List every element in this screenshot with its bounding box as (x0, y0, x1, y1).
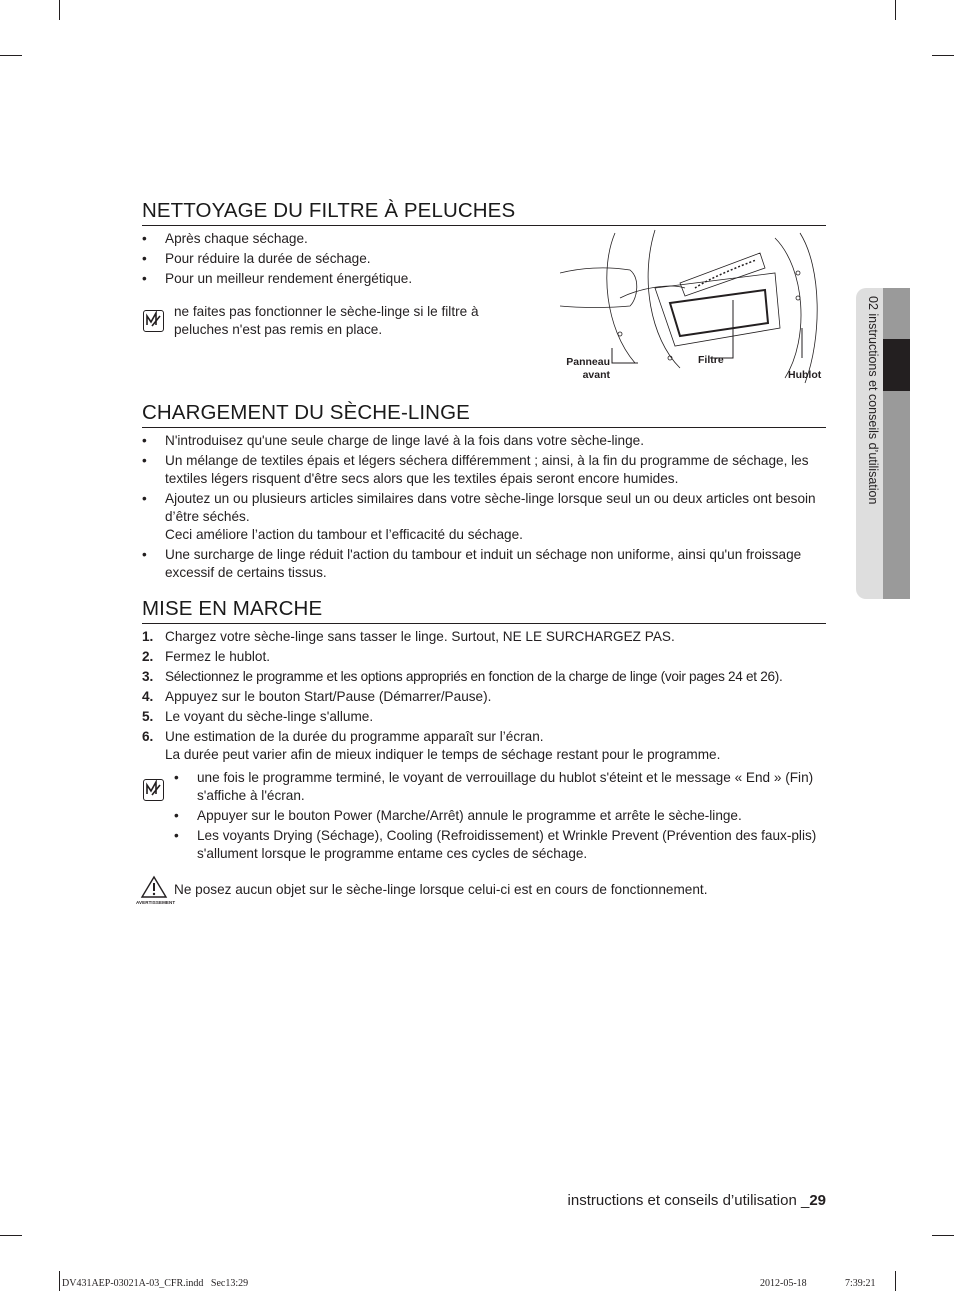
crop-mark (0, 55, 22, 56)
list-item: • Pour un meilleur rendement énergétique. (142, 270, 572, 288)
step-text: Appuyez sur le bouton Start/Pause (Démarrer/Pause). (165, 689, 492, 704)
step-number: 1. (142, 629, 154, 644)
step-text: Chargez votre sèche-linge sans tasser le linge. Surtout, NE LE SURCHARGEZ PAS. (165, 629, 675, 644)
section-title: MISE EN MARCHE (142, 597, 826, 624)
list-item: • N'introduisez qu'une seule charge de linge lavé à la fois dans votre sèche-linge. (142, 432, 826, 450)
section-title: CHARGEMENT DU SÈCHE-LINGE (142, 401, 826, 428)
step-item (142, 728, 826, 764)
warning-label: AVERTISSEMENT (136, 900, 176, 905)
crop-mark (932, 55, 954, 56)
tab-marker (883, 339, 910, 391)
list-item: • Pour réduire la durée de séchage. (142, 250, 572, 268)
warning-text: Ne posez aucun objet sur le sèche-linge lorsque celui-ci est en cours de fonctionnement. (174, 882, 708, 897)
step-number: 6. (142, 729, 154, 744)
section-title: NETTOYAGE DU FILTRE À PELUCHES (142, 199, 826, 226)
list-item: • Une surcharge de linge réduit l'action du tambour et induit un séchage non uniforme, ainsi qu'un froissage excessif de certains tissus. (142, 546, 826, 582)
bullet-list (142, 230, 572, 288)
note-text: ne faites pas fonctionner le sèche-linge si le filtre à peluches n'est pas remis en place. (174, 304, 479, 337)
list-item: • une fois le programme terminé, le voyant de verrouillage du hublot s'éteint et le message « End » (Fin) s'affiche à l'écran. (174, 769, 828, 805)
step-text: Fermez le hublot. (165, 649, 271, 664)
crop-mark (59, 1271, 60, 1291)
label-front-panel: Panneau avant (566, 356, 610, 381)
crop-mark (59, 0, 60, 20)
step-item (142, 628, 826, 646)
step-number: 2. (142, 649, 154, 664)
crop-mark (895, 0, 896, 20)
note-icon (143, 310, 164, 332)
crop-mark (0, 1235, 22, 1236)
step-number: 4. (142, 689, 154, 704)
section-start (142, 597, 826, 766)
slug-file: DV431AEP-03021A-03_CFR.indd Sec13:29 (62, 1278, 249, 1289)
slug-time: 7:39:21 (845, 1278, 876, 1289)
page-number: 29 (809, 1192, 826, 1209)
label-door: Hublot (788, 369, 822, 381)
step-number: 5. (142, 709, 154, 724)
footer-text: instructions et conseils d’utilisation _ (567, 1192, 810, 1209)
label-filter: Filtre (698, 354, 724, 366)
chapter-tab-label: 02 instructions et conseils d’utilisation (866, 296, 880, 505)
list-item: • Les voyants Drying (Séchage), Cooling (Refroidissement) et Wrinkle Prevent (Prévention des faux-plis) s'allument lorsque le programme entame ces cycles de séchage. (174, 827, 828, 863)
step-item (142, 648, 826, 666)
crop-mark (895, 1271, 896, 1291)
bullet-list (142, 432, 826, 582)
list-item: • Ajoutez un ou plusieurs articles similaires dans votre sèche-linge lorsque seul un ou deux articles ont besoin d’être séchés. Ceci améliore l’action du tambour et l’efficacité du séchage. (142, 490, 826, 544)
step-text: Une estimation de la durée du programme apparaît sur l’écran. La durée peut varier afin de mieux indiquer le temps de séchage restant pour le programme. (165, 729, 721, 762)
list-item: • Appuyer sur le bouton Power (Marche/Arrêt) annule le programme et arrête le sèche-linge. (174, 807, 828, 825)
step-text: Le voyant du sèche-linge s'allume. (165, 709, 374, 724)
tab-stripe (883, 288, 910, 599)
note-icon (143, 779, 164, 801)
warning-icon (140, 875, 168, 899)
steps-list (142, 628, 826, 764)
crop-mark (932, 1235, 954, 1236)
section-loading (142, 401, 826, 584)
step-number: 3. (142, 669, 154, 684)
step-item (142, 688, 826, 706)
slug-date: 2012-05-18 (760, 1278, 807, 1289)
step-text: Sélectionnez le programme et les options appropriés en fonction de la charge de linge (voir pages 24 et 26). (165, 669, 783, 684)
page-footer (568, 1192, 826, 1209)
step-item (142, 708, 826, 726)
list-item: • Un mélange de textiles épais et légers séchera différemment ; ainsi, à la fin du programme de séchage, les textiles légers risquent d'être secs alors que les textiles épais seront encore humides. (142, 452, 826, 488)
step-item (142, 668, 826, 686)
note-list (174, 769, 828, 865)
list-item: • Après chaque séchage. (142, 230, 572, 248)
